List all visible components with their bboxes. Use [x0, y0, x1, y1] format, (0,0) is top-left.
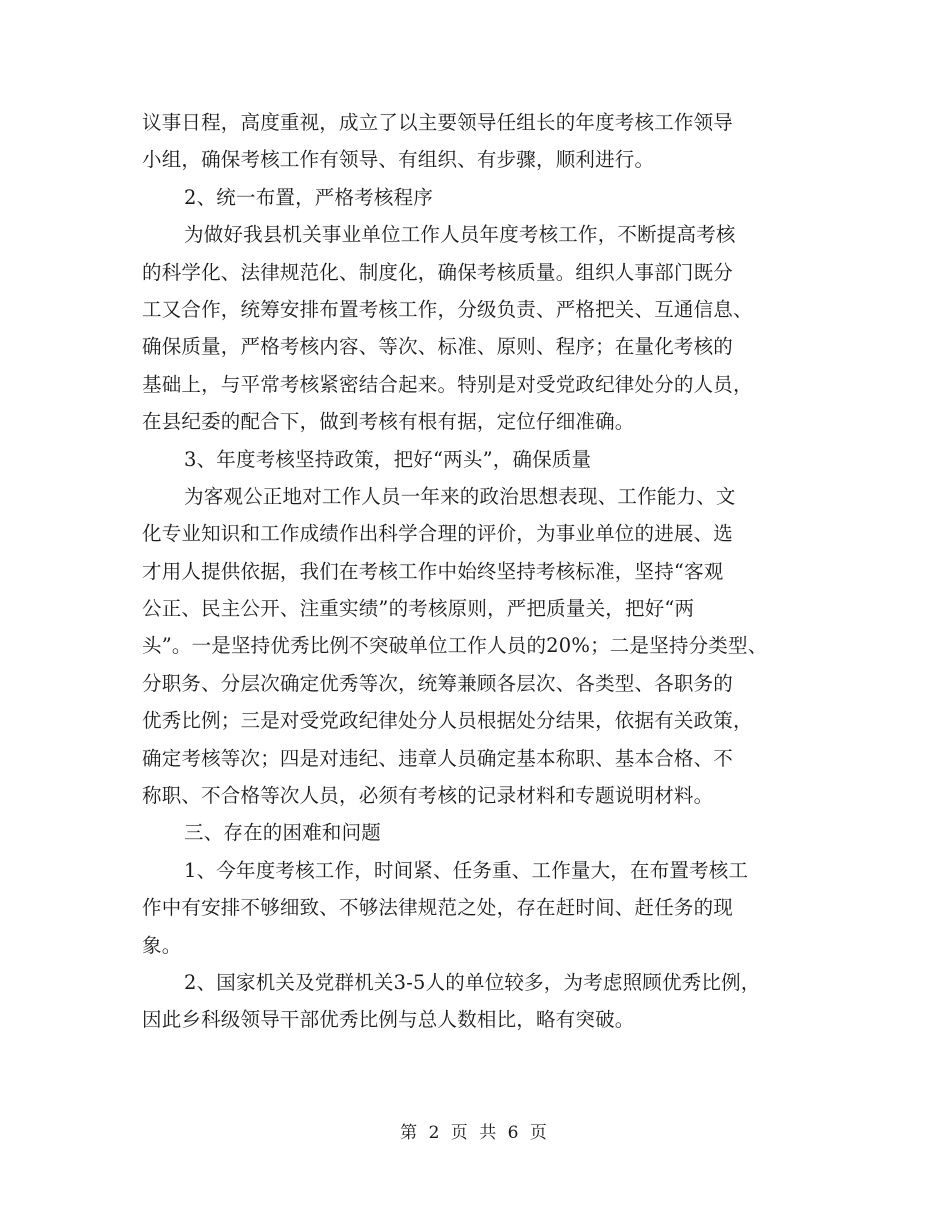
text-line: 2、国家机关及党群机关3-5人的单位较多，为考虑照顾优秀比例， [184, 970, 761, 994]
text-line: 1、今年度考核工作，时间紧、任务重、工作量大，在布置考核工 [184, 858, 749, 882]
text-line: 优秀比例；三是对受党政纪律处分人员根据处分结果，依据有关政策， [142, 709, 753, 733]
text-line: 公正、民主公开、注重实绩”的考核原则，严把质量关，把好“两 [142, 597, 695, 621]
text-line: 为客观公正地对工作人员一年来的政治思想表现、工作能力、文 [184, 484, 736, 508]
text-line: 三、存在的困难和问题 [184, 821, 382, 845]
text-line: 在县纪委的配合下，做到考核有根有据，定位仔细准确。 [142, 410, 635, 434]
body-text [142, 104, 832, 1039]
text-line: 才用人提供依据，我们在考核工作中始终坚持考核标准，坚持“客观 [142, 559, 724, 583]
text-line: 议事日程，高度重视，成立了以主要领导任组长的年度考核工作领导 [142, 111, 734, 134]
text-line: 分职务、分层次确定优秀等次，统筹兼顾各层次、各类型、各职务的 [142, 671, 734, 695]
text-line: 称职、不合格等次人员，必须有考核的记录材料和专题说明材料。 [142, 784, 714, 808]
text-line: 作中有安排不够细致、不够法律规范之处，存在赶时间、赶任务的现 [142, 896, 734, 920]
text-line: 小组，确保考核工作有领导、有组织、有步骤，顺利进行。 [142, 148, 655, 172]
text-line: 头”。一是坚持优秀比例不突破单位工作人员的20%；二是坚持分类型、 [142, 634, 768, 658]
text-line: 确保质量，严格考核内容、等次、标准、原则、程序；在量化考核的 [142, 335, 734, 359]
text-line: 化专业知识和工作成绩作出科学合理的评价，为事业单位的进展、选 [142, 522, 734, 546]
text-line: 确定考核等次；四是对违纪、违章人员确定基本称职、基本合格、不 [142, 746, 734, 770]
text-line: 2、统一布置，严格考核程序 [184, 185, 434, 209]
text-line: 基础上，与平常考核紧密结合起来。特别是对受党政纪律处分的人员， [142, 372, 753, 396]
text-line: 象。 [142, 933, 182, 957]
text-line: 3、年度考核坚持政策，把好“两头”，确保质量 [184, 447, 592, 471]
text-line: 的科学化、法律规范化、制度化，确保考核质量。组织人事部门既分 [142, 260, 734, 284]
page-footer: 第 2 页 共 6 页 [400, 1123, 550, 1143]
text-line: 因此乡科级领导干部优秀比例与总人数相比，略有突破。 [142, 1008, 635, 1032]
text-line: 为做好我县机关事业单位工作人员年度考核工作，不断提高考核 [184, 223, 736, 247]
text-line: 工又合作，统筹安排布置考核工作，分级负责、严格把关、互通信息、 [142, 297, 753, 321]
